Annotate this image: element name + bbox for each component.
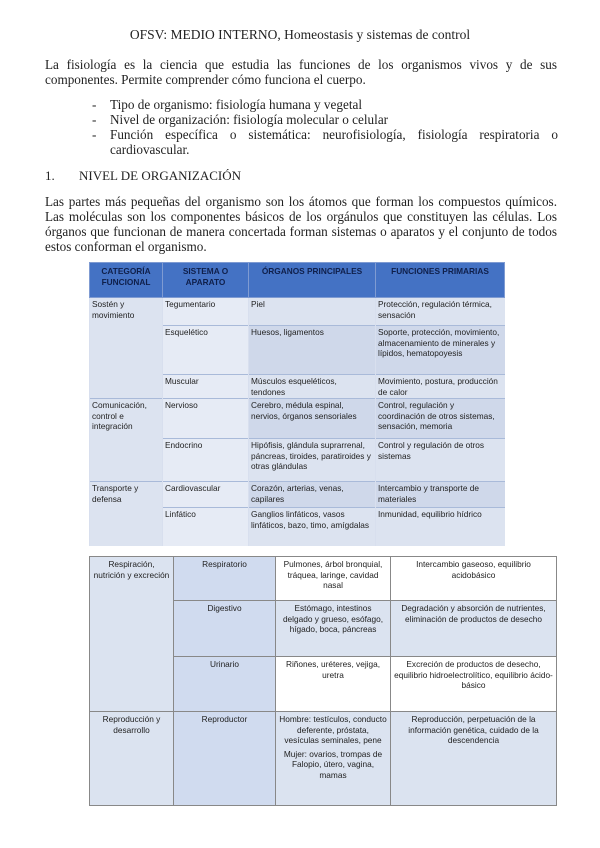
category-cell: Transporte y defensa [90, 482, 163, 546]
system-cell: Endocrino [163, 439, 249, 482]
functions-cell: Intercambio gaseoso, equilibrio acidobásico [391, 557, 557, 601]
functions-cell: Intercambio y transporte de materiales [376, 482, 505, 508]
functions-cell: Protección, regulación térmica, sensación [376, 298, 505, 326]
section-title: NIVEL DE ORGANIZACIÓN [79, 168, 241, 183]
organs-cell: Estómago, intestinos delgado y grueso, esófago, hígado, boca, páncreas [276, 601, 391, 657]
system-cell: Muscular [163, 375, 249, 399]
organs-cell: Riñones, uréteres, vejiga, uretra [276, 657, 391, 712]
functions-cell: Control y regulación de otros sistemas [376, 439, 505, 482]
system-cell: Cardiovascular [163, 482, 249, 508]
functions-cell: Movimiento, postura, producción de calor [376, 375, 505, 399]
list-item: - Nivel de organización: fisiología molecular o celular [92, 112, 558, 127]
system-cell: Urinario [174, 657, 276, 712]
bullet-list [92, 97, 558, 157]
system-cell: Nervioso [163, 399, 249, 439]
table-row [90, 482, 505, 508]
list-item: - Tipo de organismo: fisiología humana y vegetal [92, 97, 558, 112]
category-cell: Respiración, nutrición y excreción [90, 557, 174, 712]
header-system: SISTEMA O APARATO [163, 263, 249, 298]
section-number: 1. [45, 168, 55, 183]
organs-female: Mujer: ovarios, trompas de Falopio, útero, vagina, mamas [283, 748, 383, 780]
category-cell: Reproducción y desarrollo [90, 712, 174, 806]
organs-cell: Corazón, arterias, venas, capilares [249, 482, 376, 508]
table-row [90, 712, 557, 806]
system-cell: Tegumentario [163, 298, 249, 326]
category-cell: Sostén y movimiento [90, 298, 163, 399]
section-heading [45, 168, 241, 184]
organs-cell: Ganglios linfáticos, vasos linfáticos, bazo, timo, amígdalas [249, 508, 376, 546]
functions-cell: Reproducción, perpetuación de la información genética, cuidado de la descendencia [391, 712, 557, 806]
organs-male: Hombre: testículos, conducto deferente, próstata, vesículas seminales, pene [279, 714, 387, 745]
organs-cell: Hipófisis, glándula suprarrenal, páncreas, tiroides, paratiroides y otras glándulas [249, 439, 376, 482]
system-cell: Digestivo [174, 601, 276, 657]
intro-paragraph: La fisiología es la ciencia que estudia las funciones de los organismos vivos y de sus componentes. Permite comprender cómo funciona el cuerpo. [45, 57, 557, 87]
system-cell: Reproductor [174, 712, 276, 806]
organs-cell: Músculos esqueléticos, tendones [249, 375, 376, 399]
organs-cell: Pulmones, árbol bronquial, tráquea, laringe, cavidad nasal [276, 557, 391, 601]
header-category: CATEGORÍA FUNCIONAL [90, 263, 163, 298]
system-cell: Respiratorio [174, 557, 276, 601]
system-cell: Esquelético [163, 326, 249, 375]
table-header-row [90, 263, 505, 298]
functions-cell: Soporte, protección, movimiento, almacenamiento de minerales y lípidos, hematopoyesis [376, 326, 505, 375]
organization-table-part1 [89, 262, 505, 546]
functions-cell: Excreción de productos de desecho, equilibrio hidroelectrolítico, equilibrio ácido-básico [391, 657, 557, 712]
functions-cell: Inmunidad, equilibrio hídrico [376, 508, 505, 546]
functions-cell: Control, regulación y coordinación de otros sistemas, sensación, memoria [376, 399, 505, 439]
list-item: - Función específica o sistemática: neurofisiología, fisiología respiratoria o cardiovascular. [92, 127, 558, 157]
header-functions: FUNCIONES PRIMARIAS [376, 263, 505, 298]
table-row [90, 298, 505, 326]
table-row [90, 399, 505, 439]
organs-cell [276, 712, 391, 806]
organs-cell: Piel [249, 298, 376, 326]
category-cell: Comunicación, control e integración [90, 399, 163, 482]
document-title: OFSV: MEDIO INTERNO, Homeostasis y sistemas de control [129, 27, 471, 42]
organs-cell: Cerebro, médula espinal, nervios, órganos sensoriales [249, 399, 376, 439]
system-cell: Linfático [163, 508, 249, 546]
organization-table-part2 [89, 556, 557, 806]
section-paragraph: Las partes más pequeñas del organismo son los átomos que forman los compuestos químicos. Las moléculas son los componentes básicos de los orgánulos que constituyen las células. Los órganos que funcionan de manera concertada forman sistemas o aparatos y el conjunto de todos estos conforman el organismo. [45, 194, 557, 254]
organs-cell: Huesos, ligamentos [249, 326, 376, 375]
table-row [90, 557, 557, 601]
header-organs: ÓRGANOS PRINCIPALES [249, 263, 376, 298]
functions-cell: Degradación y absorción de nutrientes, eliminación de productos de desecho [391, 601, 557, 657]
